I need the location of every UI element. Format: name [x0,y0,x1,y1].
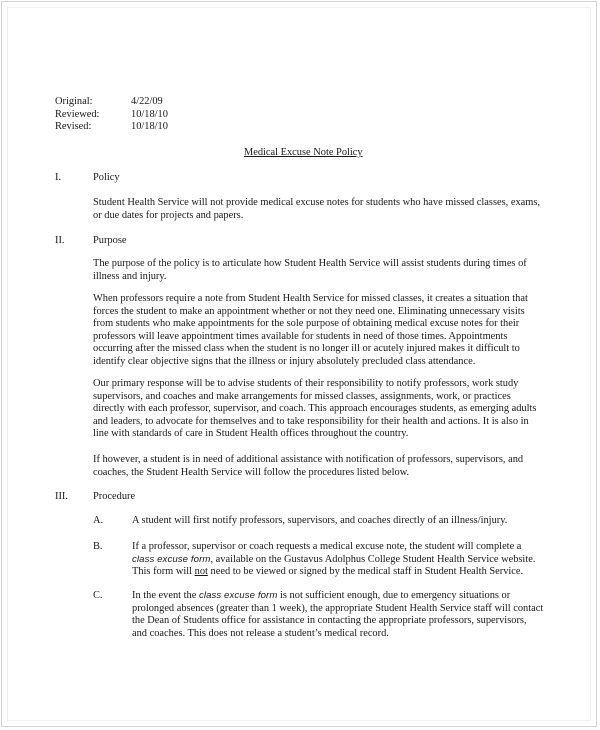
purpose-paragraph-2 [93,293,528,369]
text-line: identify clear objective signs that the illness or injury absolutely precluded class attendance. [93,355,476,367]
text-line: forces the student to make an appointment whether or not they need one. Eliminating unnecessary visits [93,305,525,317]
procedure-item-b [132,541,535,579]
procedure-item-a [132,515,507,528]
text-fragment: , available on the Gustavus Adolphus College Student Health Service website. [210,553,536,565]
text-line: Student Health Service will not provide medical excuse notes for students who have missed classes, exams, [93,197,540,208]
text-fragment: is not sufficient enough, due to emergency situations or [277,590,511,601]
text-line: professors will leave appointment times available for students in need of those times. Appointments [93,330,508,342]
text-line: If however, a student is in need of additional assistance with notification of professors, supervisors, and [93,454,524,465]
text-line: or due dates for projects and papers. [93,209,244,221]
text-line [132,590,543,603]
text-line [132,554,535,567]
list-letter-c: C. [93,590,103,601]
purpose-paragraph-3 [93,378,536,441]
text-line: and coaches. This does not release a student’s medical record. [132,627,389,639]
purpose-paragraph-4 [93,454,523,479]
text-line: line with standards of care in Student Health offices throughout the country. [93,428,409,440]
meta-label-revised: Revised: [55,121,92,132]
meta-label-original: Original: [55,96,93,107]
section-heading-procedure: Procedure [93,491,136,502]
text-line: directly with each professor, supervisor, and coach. This approach encourages students, as emerging adults [93,403,537,415]
document-title: Medical Excuse Note Policy [244,147,363,158]
text-line: occurring after the missed class when the student is no longer ill or acutely injured makes it difficult to [93,343,520,355]
policy-paragraph [93,197,540,222]
meta-value-reviewed: 10/18/10 [131,109,168,120]
text-line: A student will first notify professors, supervisors, and coaches directly of an illness/injury. [132,515,508,526]
emphasis-not: not [194,566,208,578]
text-fragment: This form will [132,566,195,578]
text-line: and leaders, to advocate for themselves and to take responsibility for their health and actions. It is also in [93,415,529,427]
text-line: coaches, the Student Health Service will follow the procedures listed below. [93,466,410,478]
section-numeral: III. [55,491,68,502]
text-line: prolonged absences (greater than 1 week), the appropriate Student Health Service staff will contact [132,602,544,614]
text-line: The purpose of the policy is to articulate how Student Health Service will assist students during times of [93,258,527,269]
section-heading-policy: Policy [93,172,120,183]
text-line: If a professor, supervisor or coach requests a medical excuse note, the student will complete a [132,541,522,552]
text-line: from students who make appointments for the sole purpose of obtaining medical excuse notes for their [93,318,520,330]
text-line: the Dean of Students office for assistance in contacting the appropriate professors, supervisors, [132,615,527,627]
purpose-paragraph-1 [93,258,527,283]
list-letter-b: B. [93,541,103,552]
section-numeral: I. [55,172,62,183]
list-letter-a: A. [93,515,104,526]
meta-value-original: 4/22/09 [131,96,163,107]
text-line [132,566,535,579]
section-heading-purpose: Purpose [93,235,127,246]
procedure-item-c [132,590,543,640]
class-excuse-form-term: class excuse form [132,553,211,565]
text-line: Our primary response will be to advise students of their responsibility to notify professors, work study [93,378,519,389]
text-fragment: In the event the [132,590,199,601]
text-line: When professors require a note from Student Health Service for missed classes, it creates a situation that [93,293,528,304]
meta-value-revised: 10/18/10 [131,121,168,132]
section-numeral: II. [55,235,65,246]
text-line: illness and injury. [93,270,167,282]
class-excuse-form-term: class excuse form [198,590,278,601]
meta-label-reviewed: Reviewed: [55,109,100,120]
text-line: supervisors, and coaches and make arrangements for missed classes, assignments, work, or practices [93,390,511,402]
text-fragment: need to be viewed or signed by the medical staff in Student Health Service. [207,566,524,578]
